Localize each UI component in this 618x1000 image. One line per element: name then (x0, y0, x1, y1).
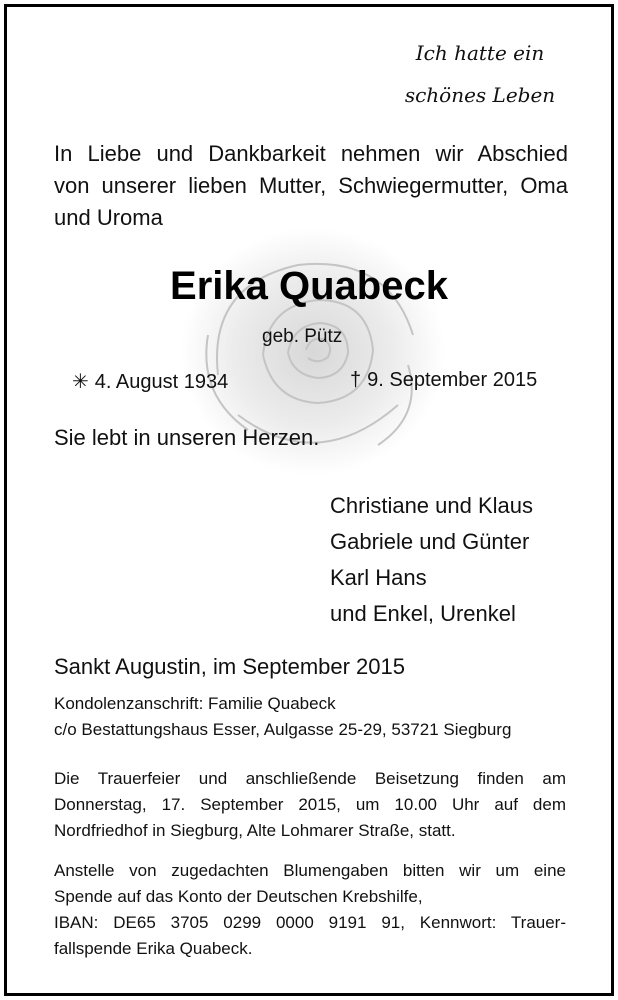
ceremony-line: Donnerstag, 17. September 2015, um 10.00 Uhr auf dem (54, 795, 566, 814)
place-date: Sankt Augustin, im September 2015 (54, 654, 405, 679)
motto-line: schönes Leben (404, 83, 556, 107)
donation-line: Anstelle von zugedachten Blumengaben bitten wir um eine (54, 861, 566, 880)
family-list (330, 488, 590, 632)
birth-star-icon: ✳ (72, 371, 89, 393)
intro-line: und Uroma (54, 205, 163, 230)
intro-text (54, 138, 568, 234)
motto-line: Ich hatte ein (415, 41, 545, 65)
quote: Sie lebt in unseren Herzen. (54, 425, 320, 450)
family-member: Christiane und Klaus (330, 493, 534, 518)
death-date (350, 369, 537, 392)
intro-line: In Liebe und Dankbarkeit nehmen wir Abschied (54, 141, 568, 166)
ceremony-line: Die Trauerfeier und anschließende Beisetzung finden am (54, 769, 566, 788)
motto (400, 32, 560, 116)
donation-line: fallspende Erika Quabeck. (54, 939, 253, 958)
donation-line: IBAN: DE65 3705 0299 0000 9191 91, Kennwort: Trauer- (54, 913, 566, 932)
ceremony-text (54, 766, 566, 844)
donation-line: Spende auf das Konto der Deutschen Krebshilfe, (54, 887, 423, 906)
ceremony-line: Nordfriedhof in Siegburg, Alte Lohmarer Straße, statt. (54, 821, 456, 840)
birth-date (72, 369, 228, 394)
family-member: Gabriele und Günter (330, 529, 530, 554)
family-member: und Enkel, Urenkel (330, 601, 516, 626)
address-line: c/o Bestattungshaus Esser, Aulgasse 25-29, 53721 Siegburg (54, 720, 512, 739)
address-line: Kondolenzanschrift: Familie Quabeck (54, 694, 336, 713)
deceased-name: Erika Quabeck (170, 264, 448, 308)
condolence-address (54, 691, 594, 743)
death-date-text: 9. September 2015 (367, 369, 538, 391)
donation-text (54, 858, 566, 962)
birth-date-text: 4. August 1934 (94, 371, 229, 393)
death-cross-icon: † (350, 369, 362, 391)
intro-line: von unserer lieben Mutter, Schwiegermutter, Oma (54, 173, 568, 198)
family-member: Karl Hans (330, 565, 427, 590)
maiden-name: geb. Pütz (262, 326, 343, 347)
